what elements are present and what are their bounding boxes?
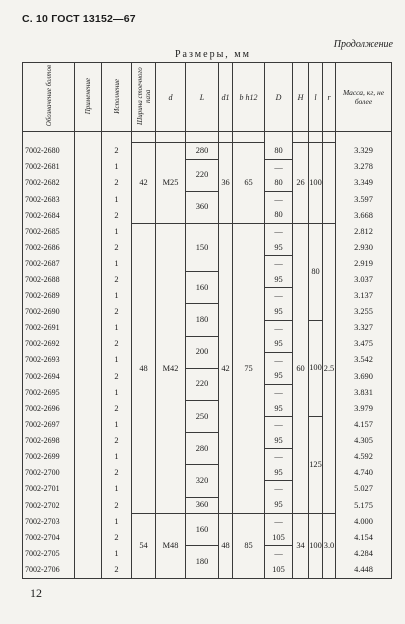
cell-b: 75 <box>233 223 265 513</box>
cell-application <box>75 481 102 497</box>
cell-mass: 2.930 <box>336 240 392 256</box>
cell-execution: 1 <box>102 191 132 207</box>
cell-application <box>75 562 102 578</box>
cell-l: 125 <box>309 417 323 514</box>
cell-D: — <box>265 288 293 304</box>
cell-D: — <box>265 546 293 562</box>
cell-application <box>75 240 102 256</box>
table-row <box>23 304 392 320</box>
cell-l: 100 <box>309 143 323 224</box>
cell-execution: 1 <box>102 546 132 562</box>
col-application: Применение <box>75 63 102 132</box>
cell-mass: 4.000 <box>336 514 392 530</box>
cell-D: 95 <box>265 368 293 384</box>
cell-L: 280 <box>186 433 219 465</box>
col-H: H <box>293 63 309 132</box>
cell-D: — <box>265 449 293 465</box>
table-row <box>23 191 392 207</box>
cell-b: 65 <box>233 143 265 224</box>
cell-execution: 1 <box>102 320 132 336</box>
cell-mass: 3.137 <box>336 288 392 304</box>
cell-execution: 2 <box>102 272 132 288</box>
cell-application <box>75 207 102 223</box>
cell-mass: 4.157 <box>336 417 392 433</box>
cell-execution: 1 <box>102 256 132 272</box>
cell-designation: 7002-2700 <box>23 465 75 481</box>
cell-mass: 4.592 <box>336 449 392 465</box>
bolts-table <box>22 62 392 579</box>
cell-designation: 7002-2681 <box>23 159 75 175</box>
col-b: b h12 <box>233 63 265 132</box>
col-D: D <box>265 63 293 132</box>
cell-designation: 7002-2696 <box>23 401 75 417</box>
cell-L: 280 <box>186 143 219 160</box>
col-designation: Обозначение болтов <box>23 63 75 132</box>
cell-application <box>75 546 102 562</box>
cell-D: 95 <box>265 336 293 352</box>
cell-H: 34 <box>293 514 309 578</box>
cell-designation: 7002-2688 <box>23 272 75 288</box>
continuation-label: Продолжение <box>333 39 393 50</box>
cell-designation: 7002-2684 <box>23 207 75 223</box>
cell-mass: 2.919 <box>336 256 392 272</box>
cell-mass: 3.327 <box>336 320 392 336</box>
cell-mass: 3.329 <box>336 143 392 160</box>
cell-d: M25 <box>156 143 186 224</box>
cell-mass: 4.284 <box>336 546 392 562</box>
cell-L: 160 <box>186 272 219 304</box>
cell-r: 3.0 <box>323 514 336 578</box>
cell-mass: 3.597 <box>336 191 392 207</box>
cell-execution: 1 <box>102 514 132 530</box>
cell-D: — <box>265 320 293 336</box>
cell-designation: 7002-2704 <box>23 530 75 546</box>
cell-d1: 48 <box>219 514 233 578</box>
cell-designation: 7002-2687 <box>23 256 75 272</box>
cell-D: — <box>265 191 293 207</box>
cell-L: 160 <box>186 514 219 546</box>
cell-mass: 3.255 <box>336 304 392 320</box>
cell-L: 180 <box>186 304 219 336</box>
cell-designation: 7002-2689 <box>23 288 75 304</box>
cell-D: 95 <box>265 497 293 514</box>
cell-designation: 7002-2703 <box>23 514 75 530</box>
cell-L: 320 <box>186 465 219 497</box>
cell-D: — <box>265 417 293 433</box>
table-row <box>23 465 392 481</box>
cell-mass: 3.037 <box>336 272 392 288</box>
cell-application <box>75 433 102 449</box>
cell-mass: 5.027 <box>336 481 392 497</box>
cell-application <box>75 143 102 160</box>
cell-D: 95 <box>265 401 293 417</box>
cell-L: 180 <box>186 546 219 578</box>
cell-designation: 7002-2694 <box>23 368 75 384</box>
cell-execution: 2 <box>102 497 132 514</box>
cell-designation: 7002-2702 <box>23 497 75 514</box>
table-row <box>23 514 392 530</box>
cell-execution: 2 <box>102 143 132 160</box>
cell-application <box>75 159 102 175</box>
cell-d: M42 <box>156 223 186 513</box>
cell-designation: 7002-2685 <box>23 223 75 239</box>
cell-application <box>75 304 102 320</box>
cell-execution: 1 <box>102 384 132 400</box>
cell-L: 150 <box>186 223 219 271</box>
cell-mass: 3.690 <box>336 368 392 384</box>
cell-designation: 7002-2706 <box>23 562 75 578</box>
cell-mass: 4.305 <box>336 433 392 449</box>
cell-application <box>75 401 102 417</box>
cell-mass: 3.831 <box>336 384 392 400</box>
col-d1: d1 <box>219 63 233 132</box>
cell-mass: 3.979 <box>336 401 392 417</box>
cell-application <box>75 384 102 400</box>
cell-D: 95 <box>265 465 293 481</box>
cell-application <box>75 352 102 368</box>
cell-execution: 2 <box>102 240 132 256</box>
table-row <box>23 497 392 514</box>
cell-execution: 2 <box>102 304 132 320</box>
cell-execution: 1 <box>102 352 132 368</box>
cell-D: 95 <box>265 240 293 256</box>
cell-execution: 1 <box>102 449 132 465</box>
cell-b: 85 <box>233 514 265 578</box>
cell-execution: 1 <box>102 417 132 433</box>
cell-designation: 7002-2701 <box>23 481 75 497</box>
cell-mass: 3.668 <box>336 207 392 223</box>
cell-D: 80 <box>265 207 293 223</box>
cell-slot: 48 <box>132 223 156 513</box>
cell-designation: 7002-2697 <box>23 417 75 433</box>
cell-slot: 42 <box>132 143 156 224</box>
cell-mass: 4.448 <box>336 562 392 578</box>
cell-mass: 3.278 <box>336 159 392 175</box>
cell-D: — <box>265 159 293 175</box>
cell-application <box>75 417 102 433</box>
cell-application <box>75 465 102 481</box>
cell-designation: 7002-2699 <box>23 449 75 465</box>
cell-mass: 3.475 <box>336 336 392 352</box>
cell-designation: 7002-2683 <box>23 191 75 207</box>
cell-D: 95 <box>265 304 293 320</box>
cell-designation: 7002-2705 <box>23 546 75 562</box>
cell-L: 200 <box>186 336 219 368</box>
cell-execution: 2 <box>102 530 132 546</box>
cell-designation: 7002-2691 <box>23 320 75 336</box>
col-d: d <box>156 63 186 132</box>
cell-application <box>75 514 102 530</box>
cell-H: 26 <box>293 143 309 224</box>
cell-d: M48 <box>156 514 186 578</box>
cell-designation: 7002-2692 <box>23 336 75 352</box>
cell-D: — <box>265 481 293 497</box>
cell-L: 360 <box>186 497 219 514</box>
cell-designation: 7002-2680 <box>23 143 75 160</box>
cell-execution: 1 <box>102 159 132 175</box>
col-mass: Масса, кг, не более <box>336 63 392 132</box>
cell-application <box>75 320 102 336</box>
col-l: l <box>309 63 323 132</box>
cell-mass: 4.154 <box>336 530 392 546</box>
sizes-caption: Размеры, мм <box>175 49 251 60</box>
cell-execution: 2 <box>102 368 132 384</box>
cell-designation: 7002-2682 <box>23 175 75 191</box>
cell-L: 250 <box>186 401 219 433</box>
cell-execution: 2 <box>102 465 132 481</box>
cell-mass: 3.542 <box>336 352 392 368</box>
cell-designation: 7002-2690 <box>23 304 75 320</box>
cell-D: 80 <box>265 143 293 160</box>
cell-execution: 2 <box>102 401 132 417</box>
cell-execution: 1 <box>102 223 132 239</box>
cell-application <box>75 530 102 546</box>
page-number: 12 <box>30 586 42 600</box>
cell-r <box>323 143 336 224</box>
cell-D: — <box>265 384 293 400</box>
cell-execution: 2 <box>102 562 132 578</box>
cell-D: 105 <box>265 562 293 578</box>
cell-execution: 2 <box>102 336 132 352</box>
cell-H: 60 <box>293 223 309 513</box>
cell-D: — <box>265 223 293 239</box>
col-slot-width: Ширина стоечного паза <box>132 63 156 132</box>
cell-l: 80 <box>309 223 323 320</box>
cell-D: 80 <box>265 175 293 191</box>
cell-application <box>75 497 102 514</box>
table-row <box>23 546 392 562</box>
table-row <box>23 401 392 417</box>
cell-application <box>75 288 102 304</box>
cell-D: 95 <box>265 433 293 449</box>
table-row <box>23 336 392 352</box>
cell-designation: 7002-2695 <box>23 384 75 400</box>
cell-application <box>75 223 102 239</box>
table-row <box>23 368 392 384</box>
col-r: r <box>323 63 336 132</box>
cell-execution: 1 <box>102 288 132 304</box>
cell-r: 2.5 <box>323 223 336 513</box>
cell-L: 360 <box>186 191 219 223</box>
cell-execution: 2 <box>102 433 132 449</box>
cell-application <box>75 272 102 288</box>
cell-mass: 3.349 <box>336 175 392 191</box>
cell-designation: 7002-2698 <box>23 433 75 449</box>
cell-application <box>75 368 102 384</box>
cell-designation: 7002-2693 <box>23 352 75 368</box>
cell-mass: 5.175 <box>336 497 392 514</box>
cell-L: 220 <box>186 368 219 400</box>
cell-D: — <box>265 256 293 272</box>
cell-application <box>75 449 102 465</box>
cell-d1: 42 <box>219 223 233 513</box>
cell-execution: 1 <box>102 481 132 497</box>
cell-d1: 36 <box>219 143 233 224</box>
cell-mass: 4.740 <box>336 465 392 481</box>
cell-D: — <box>265 352 293 368</box>
cell-L: 220 <box>186 159 219 191</box>
cell-l: 100 <box>309 514 323 578</box>
col-execution: Исполнение <box>102 63 132 132</box>
table-row <box>23 143 392 160</box>
table-row <box>23 223 392 239</box>
cell-application <box>75 191 102 207</box>
col-L: L <box>186 63 219 132</box>
cell-designation: 7002-2686 <box>23 240 75 256</box>
cell-application <box>75 175 102 191</box>
cell-l: 100 <box>309 320 323 417</box>
cell-application <box>75 336 102 352</box>
table-row <box>23 159 392 175</box>
cell-execution: 2 <box>102 175 132 191</box>
cell-D: — <box>265 514 293 530</box>
cell-D: 105 <box>265 530 293 546</box>
cell-D: 95 <box>265 272 293 288</box>
cell-execution: 2 <box>102 207 132 223</box>
page-header: С. 10 ГОСТ 13152—67 <box>22 13 136 25</box>
cell-application <box>75 256 102 272</box>
cell-mass: 2.812 <box>336 223 392 239</box>
cell-slot: 54 <box>132 514 156 578</box>
table-row <box>23 433 392 449</box>
table-row <box>23 272 392 288</box>
